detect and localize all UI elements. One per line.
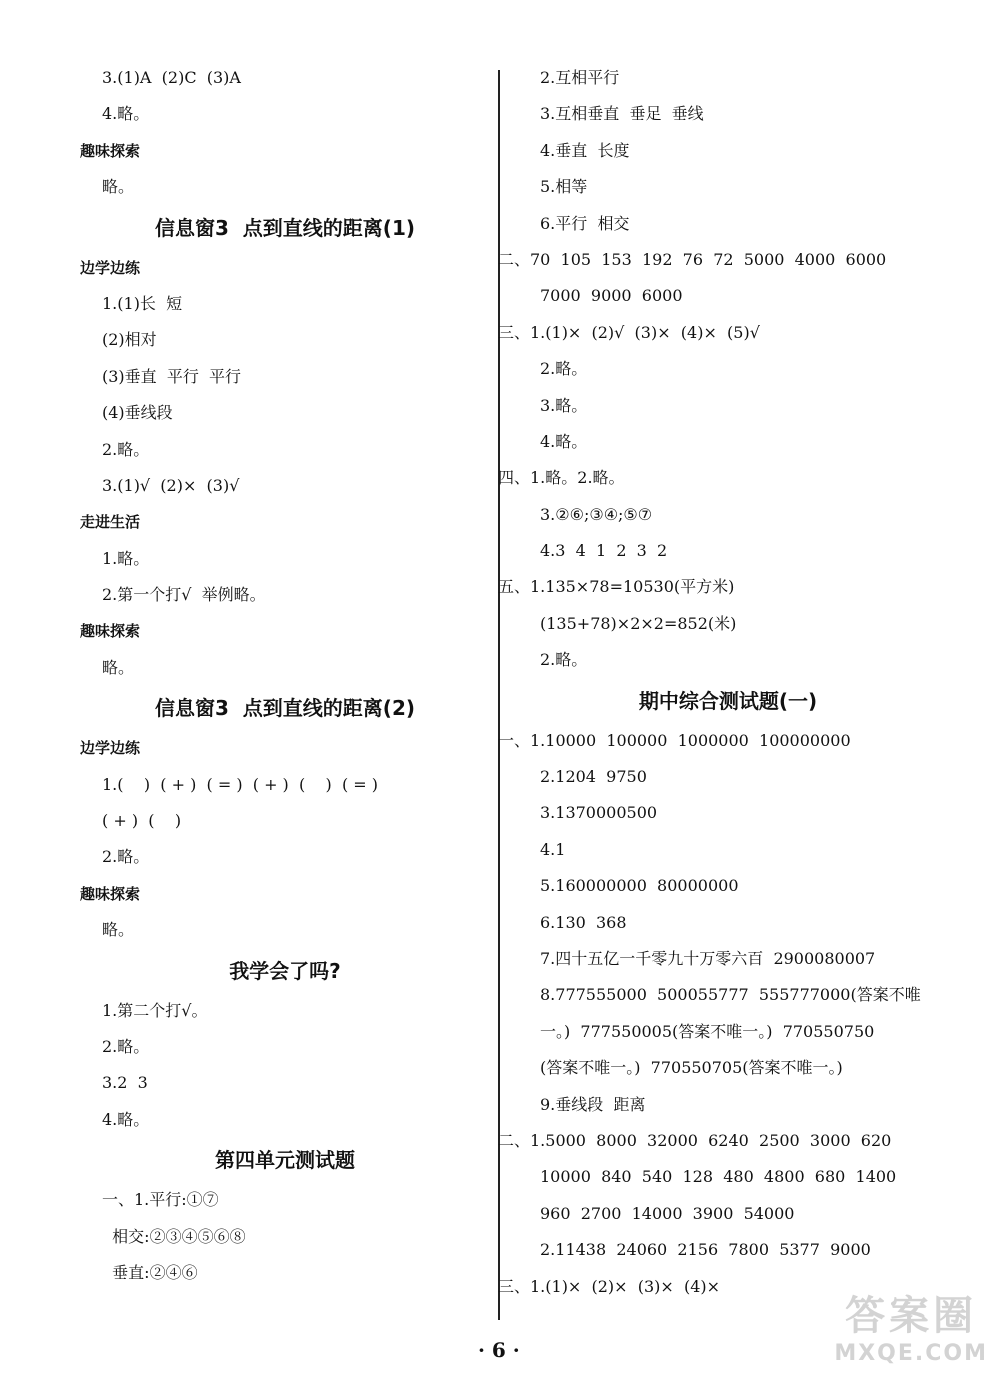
- subsection-heading: 趣味探索: [80, 884, 141, 903]
- answer-line: 3.②⑥;③④;⑤⑦: [540, 504, 653, 524]
- answer-line: 一、1.平行:①⑦: [102, 1190, 219, 1210]
- section-title: 信息窗3 点到直线的距离(1): [154, 215, 416, 240]
- answer-line: 3.互相垂直 垂足 垂线: [540, 104, 704, 124]
- answer-line: 略。: [102, 177, 135, 197]
- answer-line: 7.四十五亿一千零九十万零六百 2900080007: [540, 948, 876, 968]
- section-title: 第四单元测试题: [215, 1148, 355, 1173]
- answer-line: 4.1: [540, 839, 566, 859]
- answer-line: 二、1.5000 8000 32000 6240 2500 3000 620: [498, 1130, 892, 1150]
- answer-line: 2.略。: [540, 359, 588, 379]
- answer-line: 五、1.135×78=10530(平方米): [498, 577, 735, 597]
- answer-line: 3.(1)A (2)C (3)A: [102, 68, 241, 87]
- answer-line: 4.3 4 1 2 3 2: [540, 541, 668, 561]
- answer-line: (2)相对: [102, 330, 157, 350]
- answer-line: 3.略。: [540, 395, 588, 415]
- answer-line: (答案不唯一。) 770550705(答案不唯一。): [540, 1058, 843, 1078]
- answer-line: 5.相等: [540, 177, 588, 197]
- section-title: 我学会了吗?: [229, 958, 341, 983]
- answer-line: 2.互相平行: [540, 68, 620, 87]
- subsection-heading: 边学边练: [80, 258, 141, 277]
- answer-line: 三、1.(1)× (2)√ (3)× (4)× (5)√: [498, 322, 760, 342]
- subsection-heading: 趣味探索: [80, 141, 141, 160]
- answer-line: 一、1.10000 100000 1000000 100000000: [498, 730, 851, 750]
- answer-line: 三、1.(1)× (2)× (3)× (4)×: [498, 1276, 721, 1296]
- answer-line: 2.略。: [102, 1036, 150, 1056]
- left-column: [80, 60, 490, 1291]
- answer-line: (4)垂线段: [102, 403, 173, 423]
- answer-line: 3.(1)√ (2)× (3)√: [102, 475, 240, 495]
- answer-line: 10000 840 540 128 480 4800 680 1400: [540, 1167, 897, 1187]
- answer-line: 3.2 3: [102, 1073, 148, 1093]
- answer-line: 2.11438 24060 2156 7800 5377 9000: [540, 1240, 871, 1260]
- answer-line: 5.160000000 80000000: [540, 876, 739, 896]
- watermark-url: MXQE.COM: [834, 1341, 988, 1366]
- answer-line: 1.(1)长 短: [102, 293, 183, 313]
- answer-line: 相交:②③④⑤⑥⑧: [102, 1226, 246, 1246]
- answer-line: 4.垂直 长度: [540, 140, 630, 160]
- subsection-heading: 走进生活: [80, 513, 141, 532]
- answer-line: 1.略。: [102, 548, 150, 568]
- answer-line: (3)垂直 平行 平行: [102, 366, 242, 386]
- subsection-heading: 趣味探索: [80, 622, 141, 641]
- answer-line: ( + ) ( ): [102, 811, 182, 831]
- answer-line: 2.第一个打√ 举例略。: [102, 585, 266, 605]
- answer-line: 二、70 105 153 192 76 72 5000 4000 6000: [498, 249, 887, 269]
- page-number: · 6 ·: [478, 1338, 520, 1362]
- answer-line: 2.略。: [102, 847, 150, 867]
- watermark-brand: 答案圈: [845, 1293, 978, 1339]
- answer-line: 1.第二个打√。: [102, 1000, 208, 1020]
- section-title: 期中综合测试题(一): [638, 688, 818, 713]
- answer-line: 4.略。: [102, 1109, 150, 1129]
- answer-line: 4.略。: [102, 104, 150, 124]
- subsection-heading: 边学边练: [80, 739, 141, 758]
- answer-line: 4.略。: [540, 431, 588, 451]
- watermark: [834, 1284, 988, 1366]
- answer-line: 略。: [102, 657, 135, 677]
- answer-line: 6.130 368: [540, 912, 627, 932]
- answer-line: 垂直:②④⑥: [102, 1262, 198, 1282]
- section-title: 信息窗3 点到直线的距离(2): [154, 696, 416, 721]
- answer-line: 8.777555000 500055777 555777000(答案不唯: [540, 985, 921, 1005]
- answer-line: 2.略。: [540, 650, 588, 670]
- answer-line: 2.1204 9750: [540, 767, 647, 787]
- answer-line: 6.平行 相交: [540, 213, 630, 233]
- answer-line: 四、1.略。2.略。: [498, 468, 625, 488]
- answer-line: 一。) 777550005(答案不唯一。) 770550750: [540, 1021, 875, 1041]
- answer-line: 略。: [102, 920, 135, 940]
- answer-line: 960 2700 14000 3900 54000: [540, 1203, 795, 1223]
- answer-line: (135+78)×2×2=852(米): [540, 613, 737, 633]
- answer-line: 2.略。: [102, 439, 150, 459]
- right-column: [498, 60, 938, 1305]
- answer-line: 9.垂线段 距离: [540, 1094, 646, 1114]
- answer-line: 1.( ) ( + ) ( = ) ( + ) ( ) ( = ): [102, 774, 379, 794]
- answer-line: 3.1370000500: [540, 803, 658, 823]
- answer-line: 7000 9000 6000: [540, 286, 683, 306]
